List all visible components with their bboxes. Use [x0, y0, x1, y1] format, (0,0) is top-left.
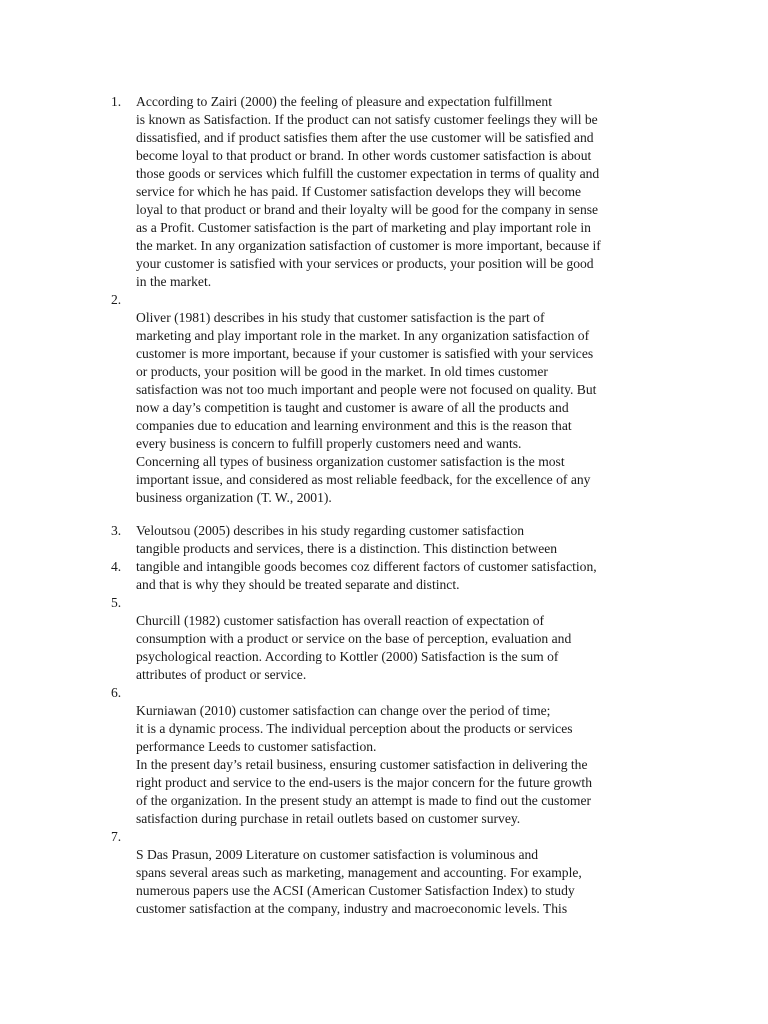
- paragraph-line: performance Leeds to customer satisfaction.: [136, 739, 377, 754]
- paragraph-line: of the organization. In the present study an attempt is made to find out the customer: [136, 793, 592, 808]
- item-number: 4.: [111, 559, 122, 574]
- paragraph-line: in the market.: [136, 274, 212, 289]
- paragraph-line: companies due to education and learning environment and this is the reason that: [136, 418, 572, 433]
- paragraph-line: loyal to that product or brand and their loyalty will be good for the company in sense: [136, 202, 599, 217]
- paragraph-line: as a Profit. Customer satisfaction is the part of marketing and play important role in: [136, 220, 591, 235]
- paragraph-line: business organization (T. W., 2001).: [136, 490, 332, 505]
- paragraph-line: consumption with a product or service on the base of perception, evaluation and: [136, 631, 572, 646]
- paragraph-line: Kurniawan (2010) customer satisfaction can change over the period of time;: [136, 703, 551, 718]
- paragraph-line: the market. In any organization satisfaction of customer is more important, because if: [136, 238, 601, 253]
- paragraph-line: your customer is satisfied with your services or products, your position will be good: [136, 256, 594, 271]
- paragraph-line: spans several areas such as marketing, management and accounting. For example,: [136, 865, 582, 880]
- item-number: 6.: [111, 685, 122, 700]
- item-number: 3.: [111, 523, 122, 538]
- paragraph-line: numerous papers use the ACSI (American Customer Satisfaction Index) to study: [136, 883, 575, 898]
- item-number: 2.: [111, 292, 122, 307]
- paragraph-line: right product and service to the end-users is the major concern for the future growth: [136, 775, 592, 790]
- paragraph-line: every business is concern to fulfill properly customers need and wants.: [136, 436, 522, 451]
- paragraph-line: Churcill (1982) customer satisfaction has overall reaction of expectation of: [136, 613, 545, 628]
- paragraph-line: become loyal to that product or brand. In other words customer satisfaction is about: [136, 148, 592, 163]
- paragraph-line: According to Zairi (2000) the feeling of pleasure and expectation fulfillment: [136, 94, 552, 109]
- paragraph-line: service for which he has paid. If Customer satisfaction develops they will become: [136, 184, 582, 199]
- paragraph-line: Concerning all types of business organization customer satisfaction is the most: [136, 454, 565, 469]
- paragraph-line: tangible and intangible goods becomes coz different factors of customer satisfaction,: [136, 559, 597, 574]
- paragraph-line: important issue, and considered as most reliable feedback, for the excellence of any: [136, 472, 591, 487]
- paragraph-line: and that is why they should be treated separate and distinct.: [136, 577, 460, 592]
- paragraph-line: satisfaction was not too much important and people were not focused on quality. But: [136, 382, 597, 397]
- paragraph-line: psychological reaction. According to Kottler (2000) Satisfaction is the sum of: [136, 649, 559, 664]
- item-number: 5.: [111, 595, 122, 610]
- paragraph-line: customer satisfaction at the company, industry and macroeconomic levels. This: [136, 901, 568, 916]
- paragraph-line: dissatisfied, and if product satisfies them after the use customer will be satisfied and: [136, 130, 594, 145]
- paragraph-line: attributes of product or service.: [136, 667, 307, 682]
- paragraph-line: Veloutsou (2005) describes in his study regarding customer satisfaction: [136, 523, 525, 538]
- paragraph-line: satisfaction during purchase in retail outlets based on customer survey.: [136, 811, 521, 826]
- paragraph-line: it is a dynamic process. The individual perception about the products or services: [136, 721, 573, 736]
- paragraph-line: marketing and play important role in the market. In any organization satisfaction of: [136, 328, 590, 343]
- paragraph-line: now a day’s competition is taught and customer is aware of all the products and: [136, 400, 569, 415]
- paragraph-line: tangible products and services, there is a distinction. This distinction between: [136, 541, 558, 556]
- paragraph-line: is known as Satisfaction. If the product can not satisfy customer feelings they will be: [136, 112, 598, 127]
- paragraph-line: customer is more important, because if your customer is satisfied with your services: [136, 346, 594, 361]
- item-number: 1.: [111, 94, 122, 109]
- paragraph-line: S Das Prasun, 2009 Literature on customer satisfaction is voluminous and: [136, 847, 539, 862]
- paragraph-line: or products, your position will be good in the market. In old times customer: [136, 364, 548, 379]
- item-number: 7.: [111, 829, 122, 844]
- paragraph-line: Oliver (1981) describes in his study that customer satisfaction is the part of: [136, 310, 545, 325]
- paragraph-line: In the present day’s retail business, ensuring customer satisfaction in delivering the: [136, 757, 588, 772]
- paragraph-line: those goods or services which fulfill the customer expectation in terms of quality and: [136, 166, 600, 181]
